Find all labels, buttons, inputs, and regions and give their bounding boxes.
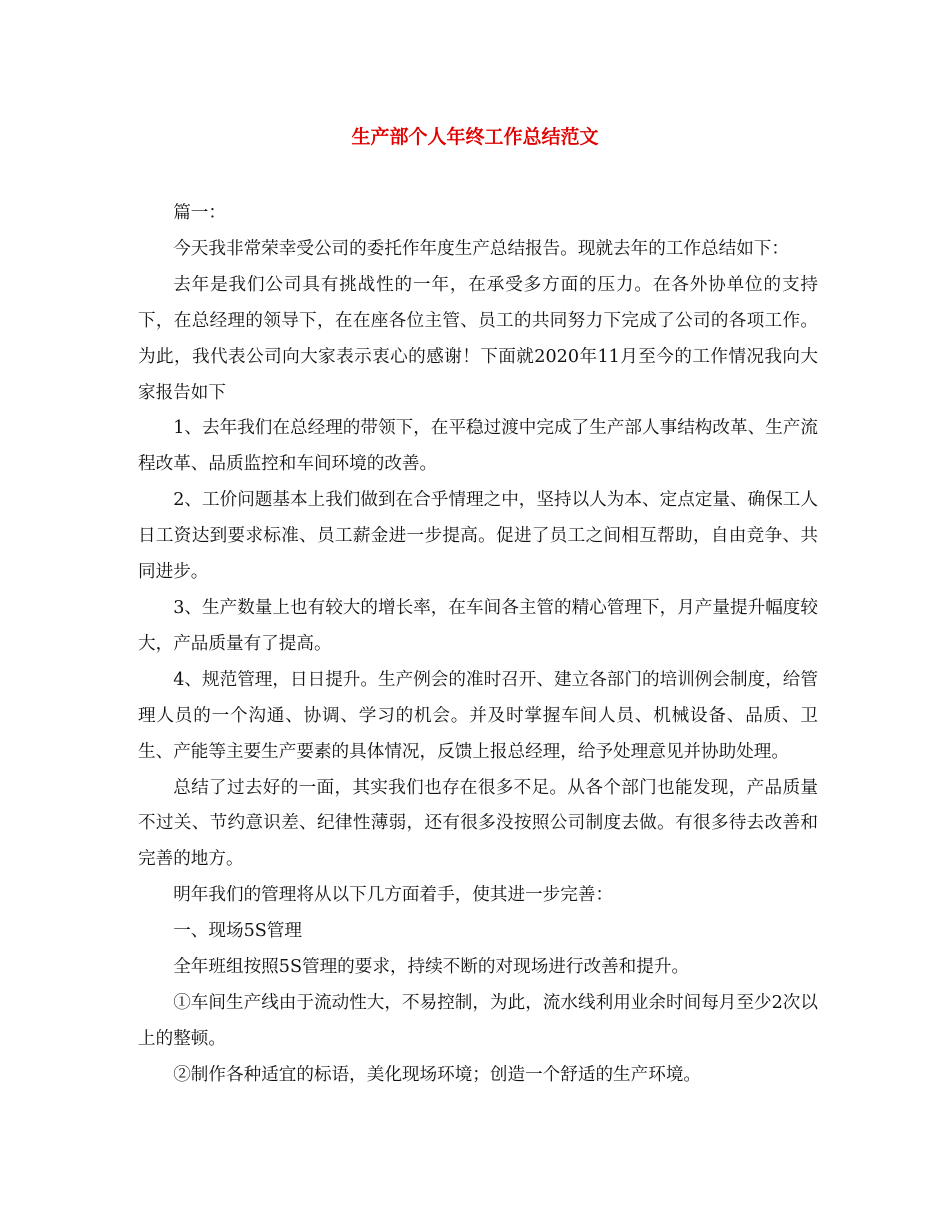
document-title: 生产部个人年终工作总结范文 bbox=[351, 126, 599, 148]
paragraph-item-3: 3、生产数量上也有较大的增长率，在车间各主管的精心管理下，月产量提升幅度较大，产品质量有了提高。 bbox=[138, 597, 818, 654]
paragraph-shortcomings: 总结了过去好的一面，其实我们也存在很多不足。从各个部门也能发现，产品质量不过关、节约意识差、纪律性薄弱，还有很多没按照公司制度去做。有很多待去改善和完善的地方。 bbox=[138, 777, 818, 870]
paragraph-intro: 今天我非常荣幸受公司的委托作年度生产总结报告。现就去年的工作总结如下： bbox=[173, 238, 789, 259]
document-body bbox=[138, 196, 818, 1094]
paragraph-section-label: 篇一： bbox=[173, 203, 226, 223]
paragraph-5s-intro: 全年班组按照5S管理的要求，持续不断的对现场进行改善和提升。 bbox=[173, 957, 690, 978]
paragraph-item-1: 1、去年我们在总经理的带领下，在平稳过渡中完成了生产部人事结构改革、生产流程改革、品质监控和车间环境的改善。 bbox=[138, 418, 818, 475]
paragraph-overview: 去年是我们公司具有挑战性的一年，在承受多方面的压力。在各外协单位的支持下，在总经理的领导下，在在座各位主管、员工的共同努力下完成了公司的各项工作。为此，我代表公司向大家表示衷心的感谢！下面就2020年11月至今的工作情况我向大家报告如下 bbox=[138, 274, 818, 403]
paragraph-next-year: 明年我们的管理将从以下几方面着手，使其进一步完善： bbox=[173, 885, 614, 906]
paragraph-5s-point-1: ①车间生产线由于流动性大，不易控制，为此，流水线利用业余时间每月至少2次以上的整顿。 bbox=[138, 992, 818, 1049]
paragraph-item-4: 4、规范管理，日日提升。生产例会的准时召开、建立各部门的培训例会制度，给管理人员的一个沟通、协调、学习的机会。并及时掌握车间人员、机械设备、品质、卫生、产能等主要生产要素的具体情况，反馈上报总经理，给予处理意见并协助处理。 bbox=[138, 669, 818, 762]
paragraph-5s-point-2: ②制作各种适宜的标语，美化现场环境；创造一个舒适的生产环境。 bbox=[173, 1064, 702, 1085]
section-heading-5s: 一、现场5S管理 bbox=[173, 921, 302, 942]
paragraph-item-2: 2、工价问题基本上我们做到在合乎情理之中，坚持以人为本、定点定量、确保工人日工资达到要求标准、员工薪金进一步提高。促进了员工之间相互帮助，自由竞争、共同进步。 bbox=[138, 490, 818, 583]
